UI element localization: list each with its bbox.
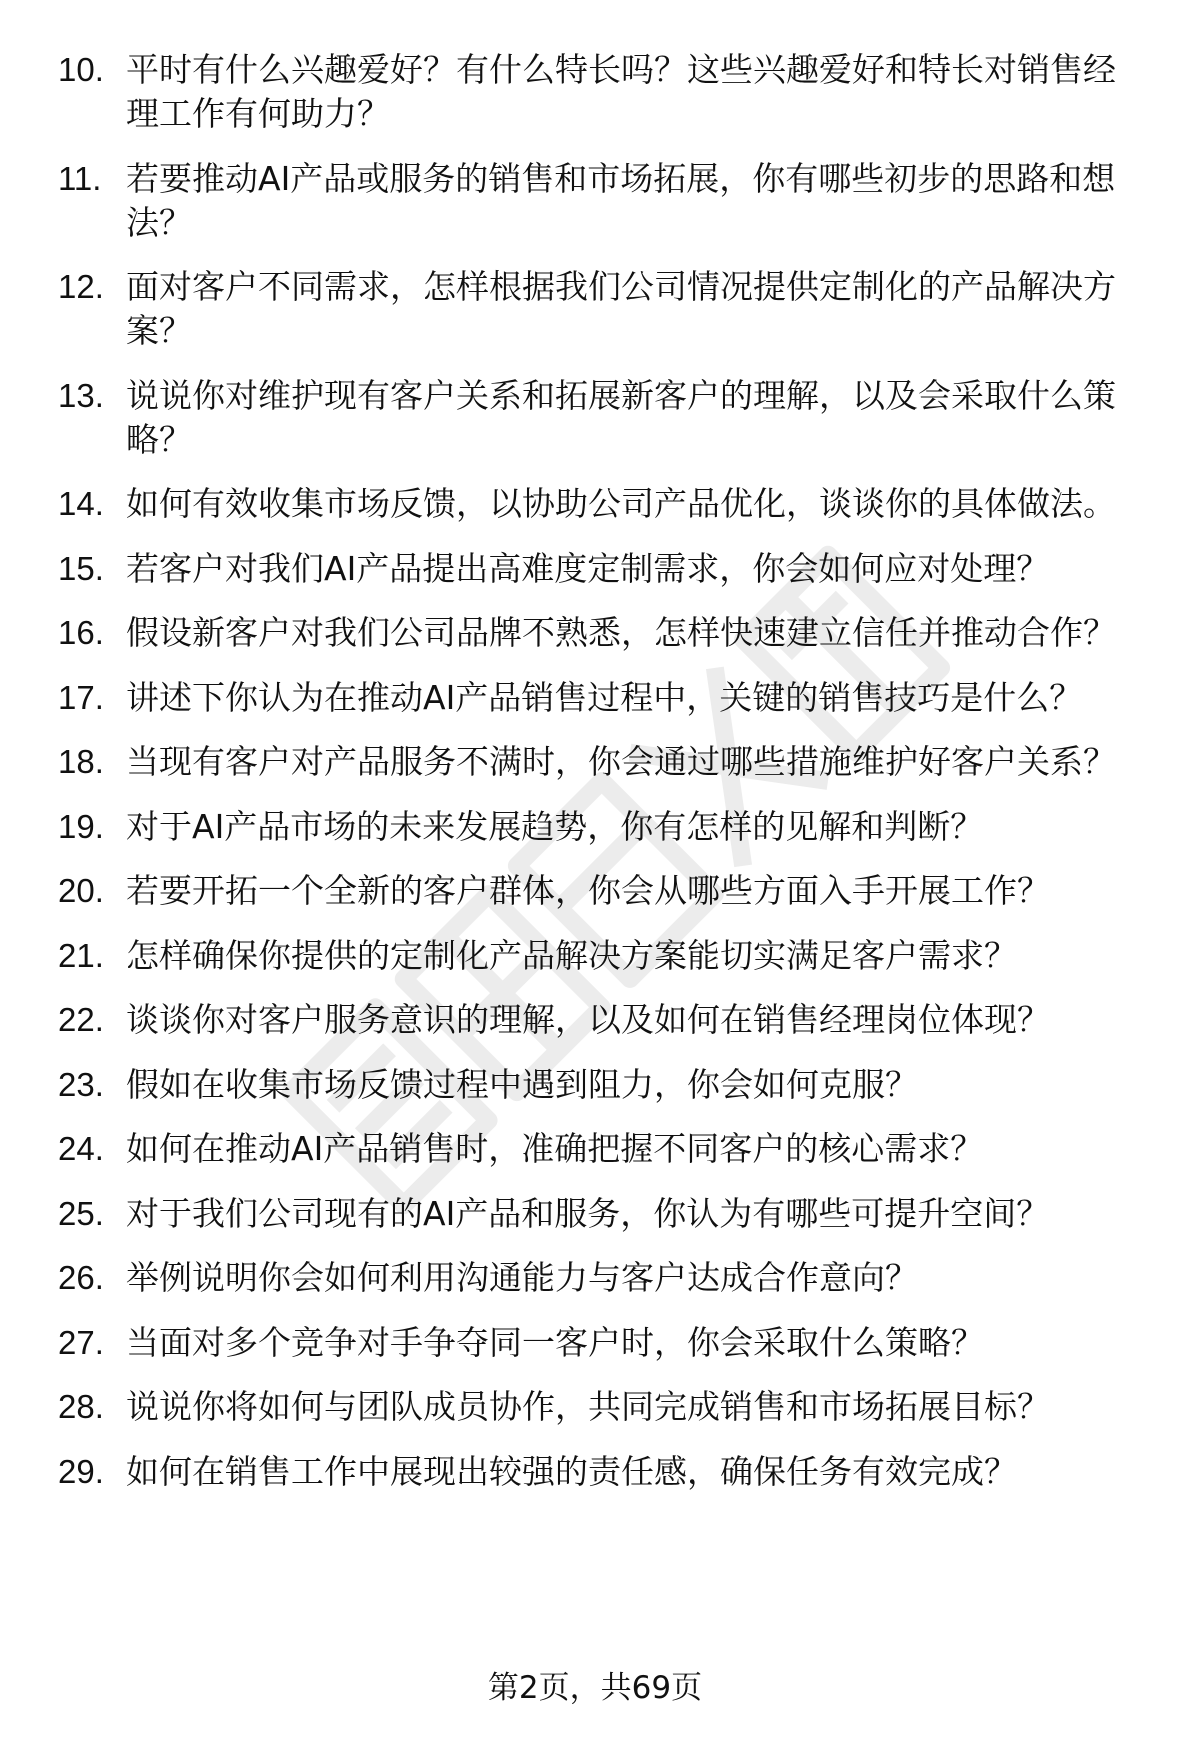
question-text: 面对客户不同需求，怎样根据我们公司情况提供定制化的产品解决方案？	[126, 267, 1116, 350]
question-text: 对于我们公司现有的AI产品和服务，你认为有哪些可提升空间？	[126, 1193, 1050, 1233]
list-item	[58, 869, 1148, 913]
question-text: 假设新客户对我们公司品牌不熟悉，怎样快速建立信任并推动合作？	[126, 613, 1116, 652]
question-number: 18.	[58, 743, 104, 780]
question-number: 16.	[58, 614, 104, 651]
question-text: 平时有什么兴趣爱好？有什么特长吗？这些兴趣爱好和特长对销售经理工作有何助力？	[126, 50, 1116, 133]
question-number: 10.	[58, 51, 104, 88]
page-indicator: 第2页，共69页	[487, 1670, 703, 1706]
question-number: 27.	[58, 1323, 104, 1361]
list-item	[58, 676, 1148, 720]
question-text: 举例说明你会如何利用沟通能力与客户达成合作意向？	[126, 1258, 918, 1297]
question-number: 14.	[58, 485, 104, 522]
question-number: 20.	[58, 872, 104, 909]
question-text: 如何在推动AI产品销售时，准确把握不同客户的核心需求？	[126, 1129, 984, 1168]
question-text: 当面对多个竞争对手争夺同一客户时，你会采取什么策略？	[126, 1322, 984, 1362]
list-item	[58, 998, 1148, 1042]
question-text: 说说你对维护现有客户关系和拓展新客户的理解，以及会采取什么策略？	[126, 375, 1116, 459]
question-number: 28.	[58, 1388, 104, 1425]
question-text: 怎样确保你提供的定制化产品解决方案能切实满足客户需求？	[126, 935, 1017, 975]
list-item	[58, 48, 1148, 136]
question-list	[58, 48, 1148, 1514]
list-item	[58, 805, 1148, 849]
question-text: 若要开拓一个全新的客户群体，你会从哪些方面入手开展工作？	[126, 871, 1050, 910]
question-number: 19.	[58, 807, 104, 845]
question-number: 13.	[58, 376, 104, 414]
list-item	[58, 611, 1148, 655]
question-number: 24.	[58, 1130, 104, 1167]
question-number: 22.	[58, 1001, 104, 1038]
list-item	[58, 374, 1148, 462]
question-number: 26.	[58, 1259, 104, 1296]
list-item	[58, 547, 1148, 591]
question-number: 17.	[58, 678, 104, 716]
question-text: 如何在销售工作中展现出较强的责任感，确保任务有效完成？	[126, 1451, 1017, 1491]
question-text: 对于AI产品市场的未来发展趋势，你有怎样的见解和判断？	[126, 806, 984, 846]
list-item	[58, 265, 1148, 353]
list-item	[58, 1063, 1148, 1107]
question-number: 15.	[58, 549, 104, 587]
question-text: 若客户对我们AI产品提出高难度定制需求，你会如何应对处理？	[126, 548, 1050, 588]
list-item	[58, 1385, 1148, 1429]
list-item	[58, 1192, 1148, 1236]
question-text: 说说你将如何与团队成员协作，共同完成销售和市场拓展目标？	[126, 1387, 1050, 1426]
list-item	[58, 482, 1148, 526]
question-text: 讲述下你认为在推动AI产品销售过程中，关键的销售技巧是什么？	[126, 677, 1083, 717]
list-item	[58, 1321, 1148, 1365]
question-text: 若要推动AI产品或服务的销售和市场拓展，你有哪些初步的思路和想法？	[126, 158, 1116, 242]
list-item	[58, 740, 1148, 784]
list-item	[58, 1127, 1148, 1171]
question-number: 23.	[58, 1065, 104, 1103]
question-number: 21.	[58, 936, 104, 974]
list-item	[58, 1450, 1148, 1494]
list-item	[58, 934, 1148, 978]
question-text: 假如在收集市场反馈过程中遇到阻力，你会如何克服？	[126, 1064, 918, 1104]
question-number: 12.	[58, 268, 104, 305]
question-text: 谈谈你对客户服务意识的理解，以及如何在销售经理岗位体现？	[126, 1000, 1050, 1039]
list-item	[58, 1256, 1148, 1300]
question-number: 25.	[58, 1194, 104, 1232]
question-number: 11.	[58, 159, 102, 197]
question-number: 29.	[58, 1452, 104, 1490]
question-text: 当现有客户对产品服务不满时，你会通过哪些措施维护好客户关系？	[126, 742, 1116, 781]
question-text: 如何有效收集市场反馈，以协助公司产品优化，谈谈你的具体做法。	[126, 484, 1116, 523]
list-item	[58, 157, 1148, 245]
